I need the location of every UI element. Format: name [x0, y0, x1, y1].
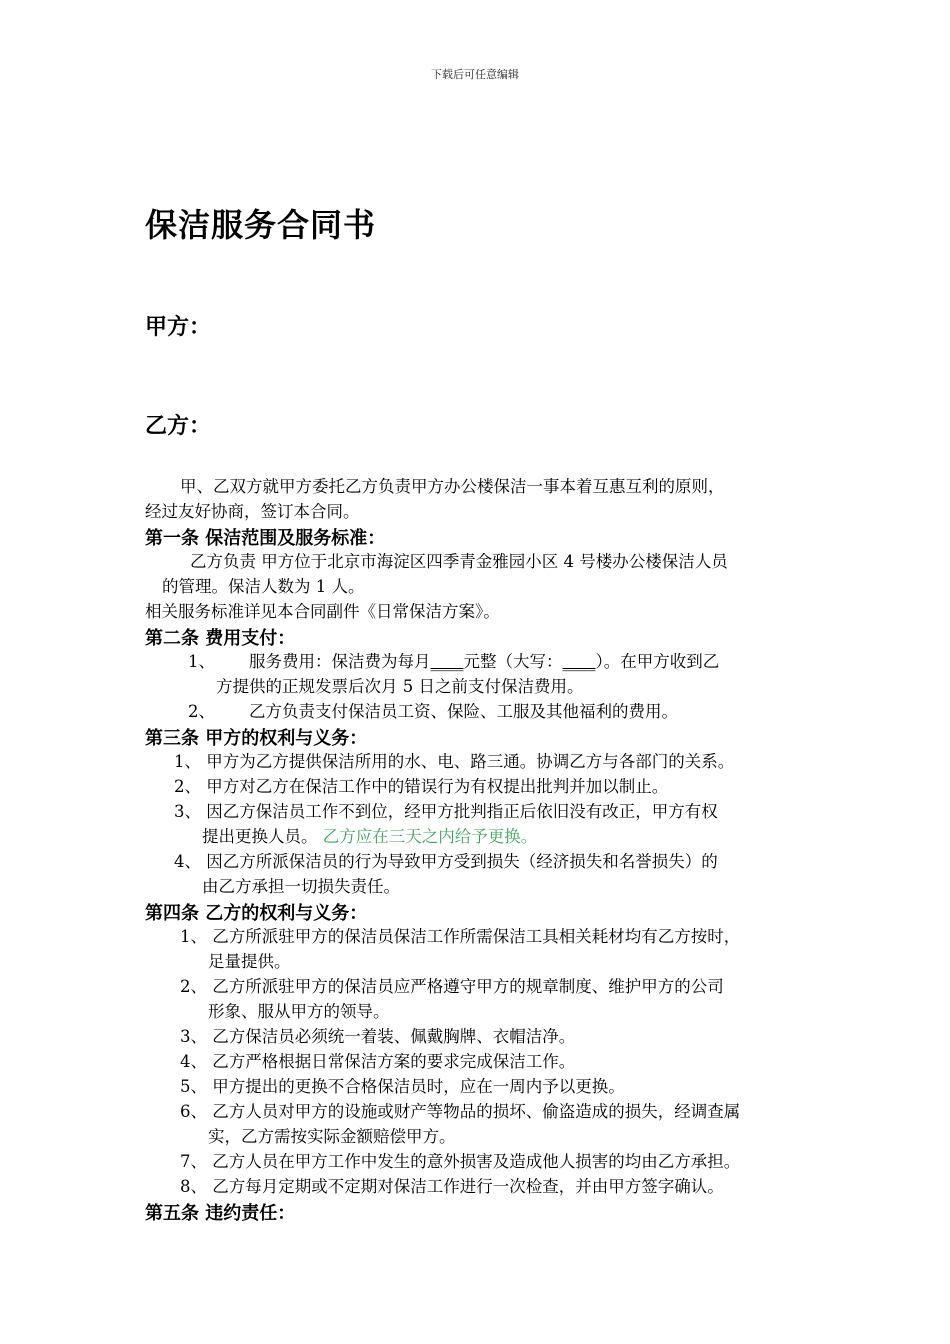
- document-title: 保洁服务合同书: [145, 206, 377, 244]
- article-1-line-3: 相关服务标准详见本合同副件《日常保洁方案》。: [145, 602, 500, 621]
- article-4-item-5: [180, 1074, 625, 1099]
- article-4-item-1-line-2: 足量提供。: [208, 952, 291, 971]
- article-3-item-3: [174, 799, 718, 824]
- item-number: 2、: [174, 777, 201, 796]
- item-number: 2、: [180, 977, 207, 996]
- item-text: 乙方保洁员必须统一着装、佩戴胸牌、衣帽洁净。: [212, 1027, 576, 1046]
- article-2-heading: 第二条 费用支付：: [145, 628, 296, 649]
- item-text: 乙方每月定期或不定期对保洁工作进行一次检查，并由甲方签字确认。: [212, 1177, 724, 1196]
- item-text: 乙方负责支付保洁员工资、保险、工服及其他福利的费用。: [249, 702, 678, 721]
- page-header-note: 下载后可任意编辑: [431, 68, 519, 81]
- article-4-item-6-line-2: 实，乙方需按实际金额赔偿甲方。: [208, 1127, 456, 1146]
- item-text: 乙方人员在甲方工作中发生的意外损害及造成他人损害的均由乙方承担。: [212, 1152, 741, 1171]
- article-4-item-8: [180, 1174, 724, 1199]
- item-number: 6、: [180, 1102, 207, 1121]
- item-text: 甲方提出的更换不合格保洁员时，应在一周内予以更换。: [212, 1077, 625, 1096]
- item-number: 5、: [180, 1077, 207, 1096]
- item-number: 1、: [180, 927, 207, 946]
- article-3-item-4-line-2: 由乙方承担一切损失责任。: [202, 877, 400, 896]
- article-1-line-2: 的管理。保洁人数为 1 人。: [162, 577, 365, 596]
- item-number: 7、: [180, 1152, 207, 1171]
- article-4-item-4: [180, 1049, 575, 1074]
- article-3-item-2: [174, 774, 668, 799]
- article-4-item-7: [180, 1149, 740, 1174]
- item-number: 2、: [188, 702, 215, 721]
- item-number: 4、: [180, 1052, 207, 1071]
- article-1-line-1: 乙方负责 甲方位于北京市海淀区四季青金雅园小区 4 号楼办公楼保洁人员: [190, 552, 728, 571]
- item-text: 服务费用：保洁费为每月: [249, 652, 431, 671]
- item-number: 4、: [174, 852, 201, 871]
- item-text: 提出更换人员。: [202, 827, 318, 846]
- item-text: 乙方所派驻甲方的保洁员保洁工作所需保洁工具相关耗材均有乙方按时，: [212, 927, 741, 946]
- item-text-c: ）。在甲方收到乙: [595, 652, 720, 671]
- article-2-item-1-line-2: 方提供的正规发票后次月 5 日之前支付保洁费用。: [216, 677, 584, 696]
- item-text: 乙方人员对甲方的设施或财产等物品的损坏、偷盗造成的损失，经调查属: [212, 1102, 741, 1121]
- item-text: 乙方所派驻甲方的保洁员应严格遵守甲方的规章制度、维护甲方的公司: [212, 977, 724, 996]
- item-text: 甲方为乙方提供保洁所用的水、电、路三通。协调乙方与各部门的关系。: [206, 752, 735, 771]
- item-number: 8、: [180, 1177, 207, 1196]
- item-text: 甲方对乙方在保洁工作中的错误行为有权提出批判并加以制止。: [206, 777, 669, 796]
- article-4-heading: 第四条 乙方的权利与义务：: [145, 903, 368, 924]
- item-number: 1、: [174, 752, 201, 771]
- party-a-label: 甲方：: [145, 315, 212, 340]
- item-text: 因乙方保洁员工作不到位，经甲方批判指正后依旧没有改正，甲方有权: [206, 802, 718, 821]
- article-3-item-1: [174, 749, 734, 774]
- article-4-item-3: [180, 1024, 575, 1049]
- item-number: 3、: [174, 802, 201, 821]
- article-4-item-6: [180, 1099, 740, 1124]
- amount-words-blank: ____: [562, 652, 596, 671]
- item-text: 乙方严格根据日常保洁方案的要求完成保洁工作。: [212, 1052, 576, 1071]
- article-1-heading: 第一条 保洁范围及服务标准：: [145, 528, 386, 549]
- highlighted-text: 乙方应在三天之内给予更换。: [322, 827, 538, 846]
- item-number: 1、: [188, 652, 215, 671]
- article-2-item-2: [188, 699, 678, 724]
- item-text-b: 元整（大写：: [463, 652, 563, 671]
- article-5-heading: 第五条 违约责任：: [145, 1203, 296, 1224]
- article-3-item-4: [174, 849, 718, 874]
- amount-blank: ____: [430, 652, 464, 671]
- intro-line-2: 经过友好协商，签订本合同。: [145, 502, 360, 521]
- article-3-item-3-line-2: [202, 824, 537, 849]
- intro-line-1: 甲、乙双方就甲方委托乙方负责甲方办公楼保洁一事本着互惠互利的原则，: [180, 477, 725, 496]
- article-4-item-2-line-2: 形象、服从甲方的领导。: [208, 1002, 390, 1021]
- item-text: 因乙方所派保洁员的行为导致甲方受到损失（经济损失和名誉损失）的: [206, 852, 718, 871]
- item-number: 3、: [180, 1027, 207, 1046]
- article-4-item-1: [180, 924, 740, 949]
- article-3-heading: 第三条 甲方的权利与义务：: [145, 728, 368, 749]
- article-4-item-2: [180, 974, 724, 999]
- article-2-item-1: [188, 649, 719, 674]
- party-b-label: 乙方：: [145, 414, 212, 439]
